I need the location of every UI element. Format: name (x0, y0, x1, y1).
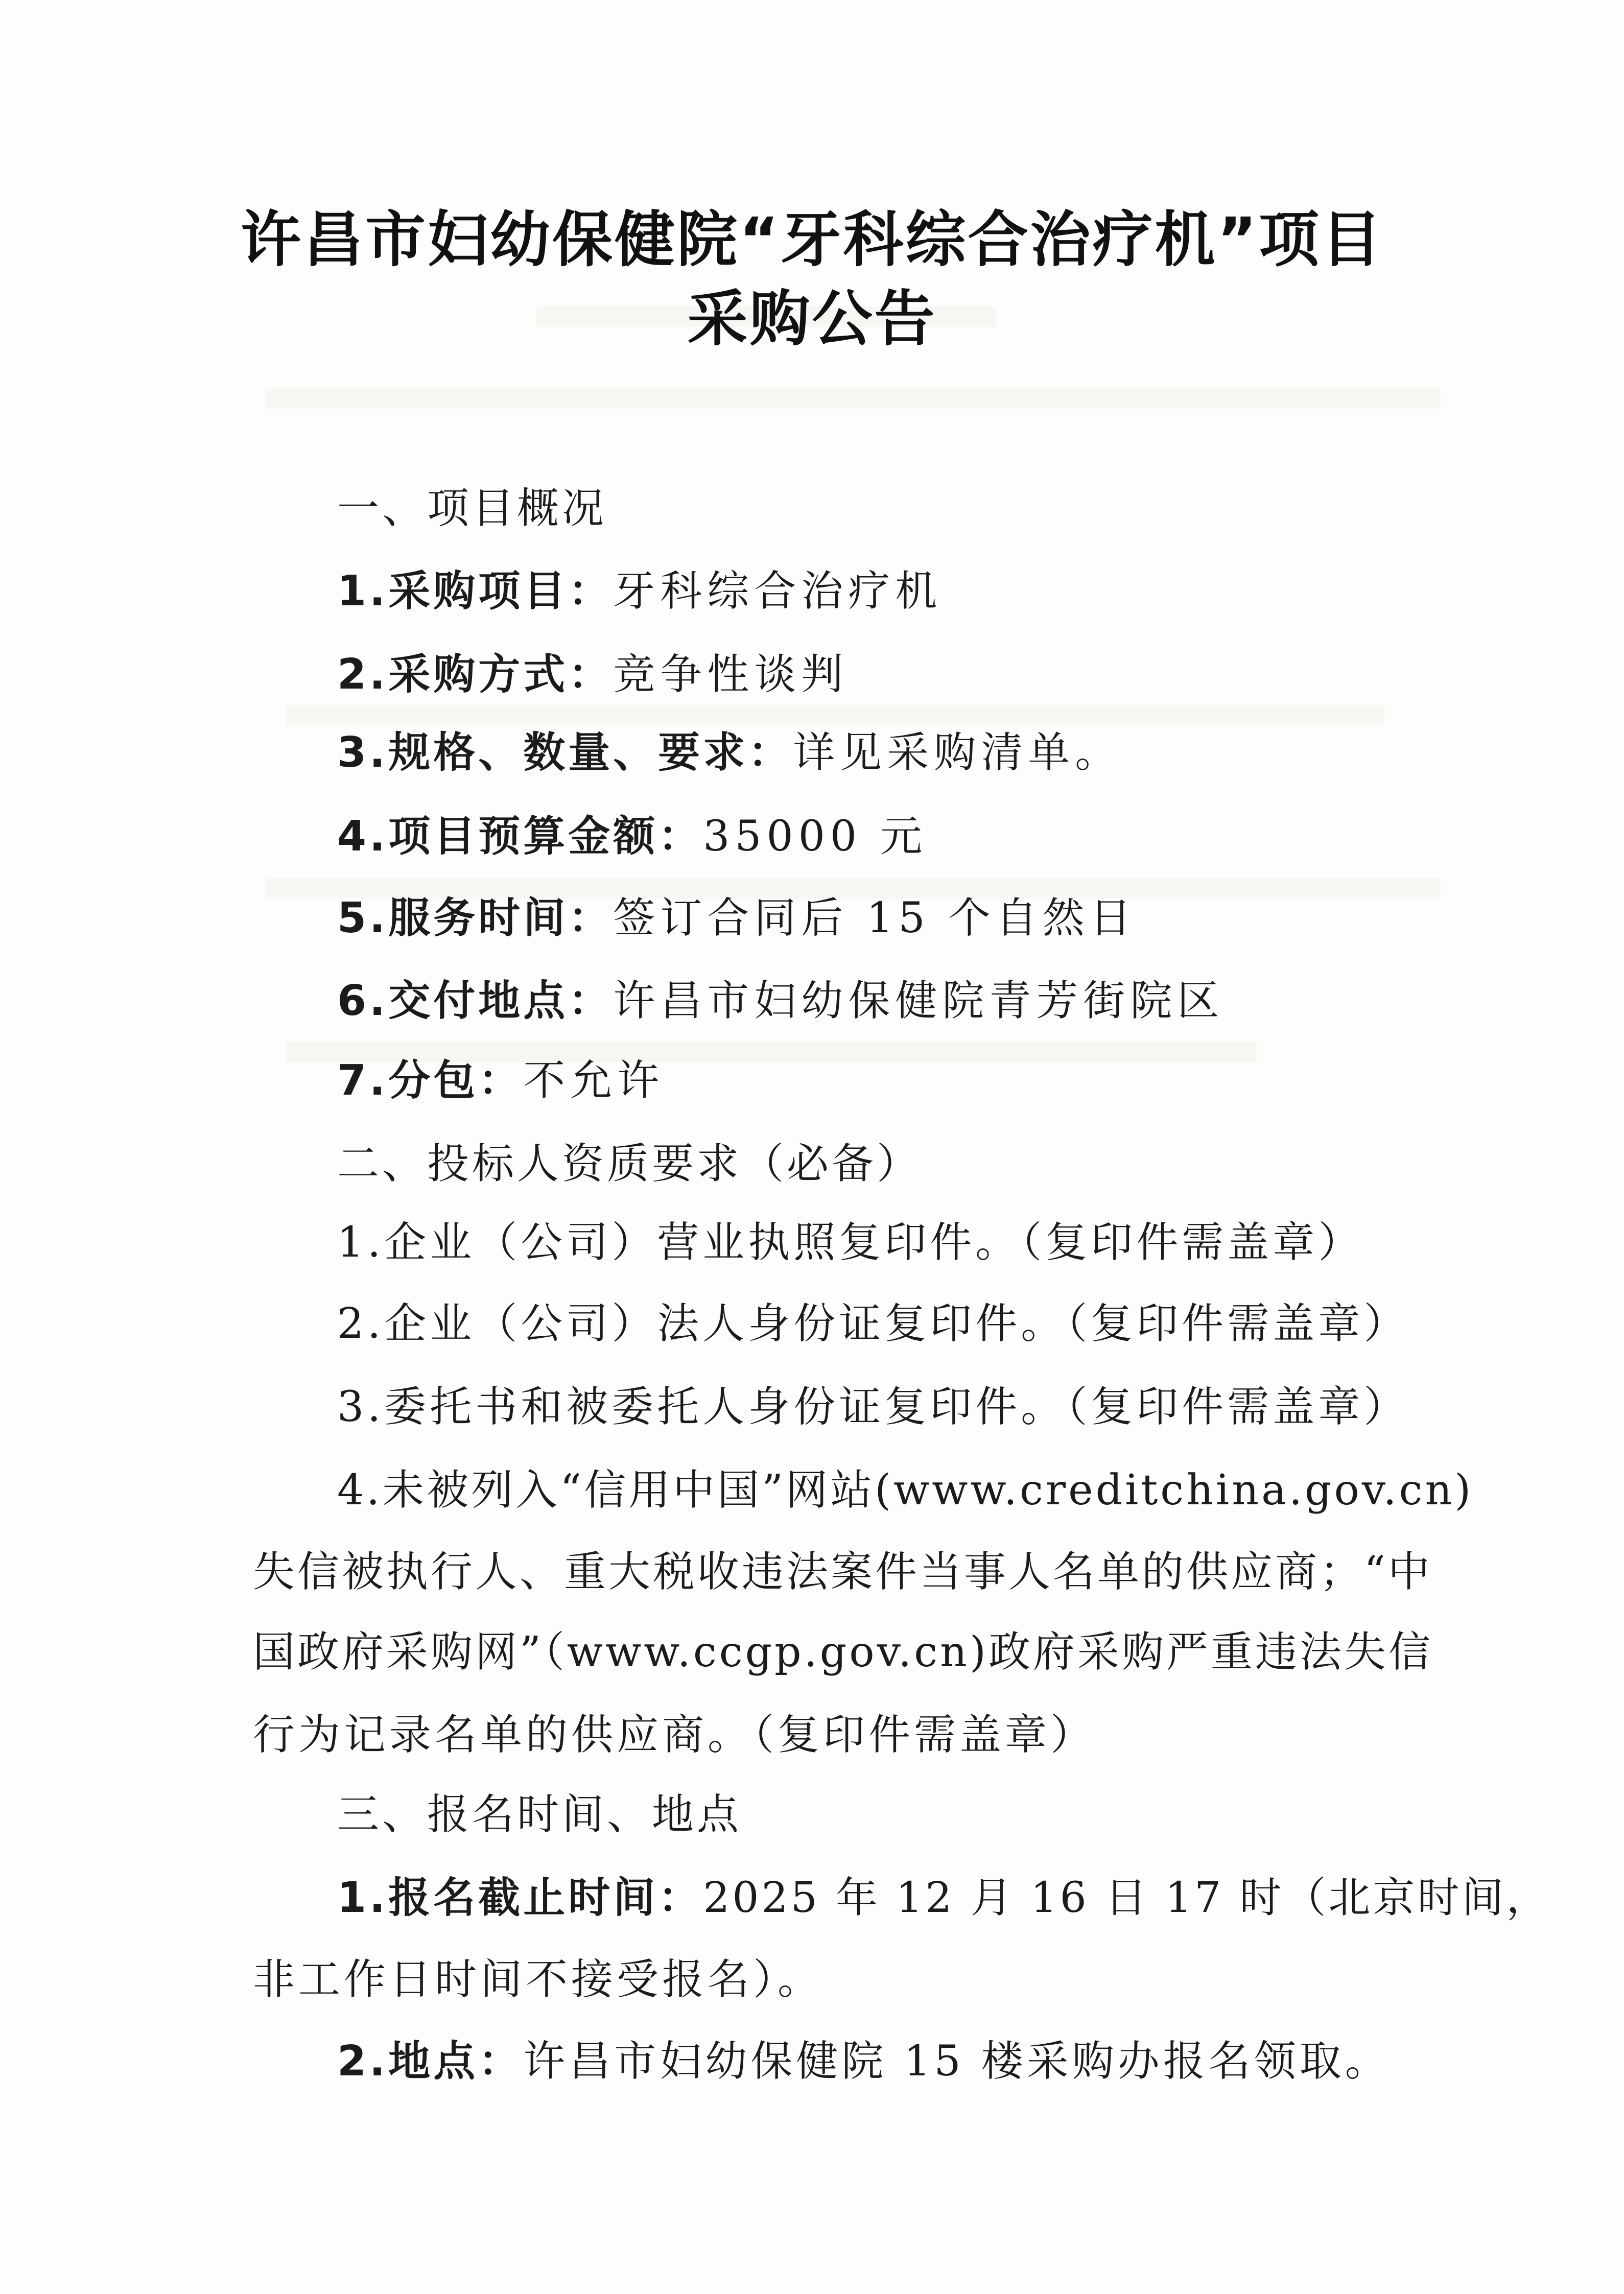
bleed-through-mark (286, 705, 1384, 725)
item-label: 2.采购方式： (337, 650, 614, 699)
item-value: 签订合同后 15 个自然日 (613, 894, 1137, 942)
section1-item-4 (337, 812, 928, 861)
item-value: 牙科综合治疗机 (613, 567, 943, 616)
section2-item-3: 3.委托书和被委托人身份证复印件。（复印件需盖章） (337, 1383, 1409, 1431)
section2-item-4-line2: 失信被执行人、重大税收违法案件当事人名单的供应商；“中 (253, 1548, 1432, 1596)
item-label: 6.交付地点： (337, 977, 614, 1025)
item-label: 1.采购项目： (337, 567, 614, 616)
registration-deadline-cont: 非工作日时间不接受报名）。 (253, 1955, 823, 2004)
section2-item-4-line1: 4.未被列入“信用中国”网站(www.creditchina.gov.cn) (337, 1466, 1474, 1515)
document-title-line1: 许昌市妇幼保健院“牙科综合治疗机”项目 (240, 204, 1384, 275)
bleed-through-mark (266, 388, 1441, 409)
item-label: 5.服务时间： (337, 894, 614, 942)
deadline-label: 1.报名截止时间： (337, 1874, 703, 1922)
section1-item-7 (337, 1056, 665, 1105)
item-label: 3.规格、数量、要求： (337, 728, 793, 777)
section1-item-5 (337, 894, 1137, 942)
item-value: 许昌市妇幼保健院青芳街院区 (613, 977, 1225, 1025)
registration-location (337, 2037, 1391, 2086)
section3-heading: 三、报名时间、地点 (337, 1790, 742, 1839)
section1-item-1 (337, 567, 943, 616)
section2-item-2: 2.企业（公司）法人身份证复印件。（复印件需盖章） (337, 1299, 1409, 1348)
section1-item-6 (337, 977, 1225, 1025)
item-value: 35000 元 (703, 812, 928, 861)
section2-heading: 二、投标人资质要求（必备） (337, 1140, 922, 1188)
item-value: 不允许 (523, 1056, 665, 1105)
location-value: 许昌市妇幼保健院 15 楼采购办报名领取。 (523, 2037, 1391, 2086)
location-label: 2.地点： (337, 2037, 524, 2086)
section2-item-4-line3: 国政府采购网”（www.ccgp.gov.cn)政府采购严重违法失信 (253, 1628, 1433, 1676)
section1-item-3 (337, 728, 1122, 777)
item-label: 7.分包： (337, 1056, 524, 1105)
section1-heading: 一、项目概况 (337, 484, 607, 533)
document-title-line2: 采购公告 (687, 283, 937, 354)
item-value: 详见采购清单。 (793, 728, 1122, 777)
deadline-value: 2025 年 12 月 16 日 17 时（北京时间， (703, 1874, 1551, 1922)
item-value: 竞争性谈判 (613, 650, 849, 699)
registration-deadline (337, 1874, 1551, 1922)
section2-item-1: 1.企业（公司）营业执照复印件。（复印件需盖章） (337, 1218, 1364, 1267)
section2-item-4-line4: 行为记录名单的供应商。（复印件需盖章） (253, 1711, 1096, 1759)
section1-item-2 (337, 650, 849, 699)
item-label: 4.项目预算金额： (337, 812, 703, 861)
